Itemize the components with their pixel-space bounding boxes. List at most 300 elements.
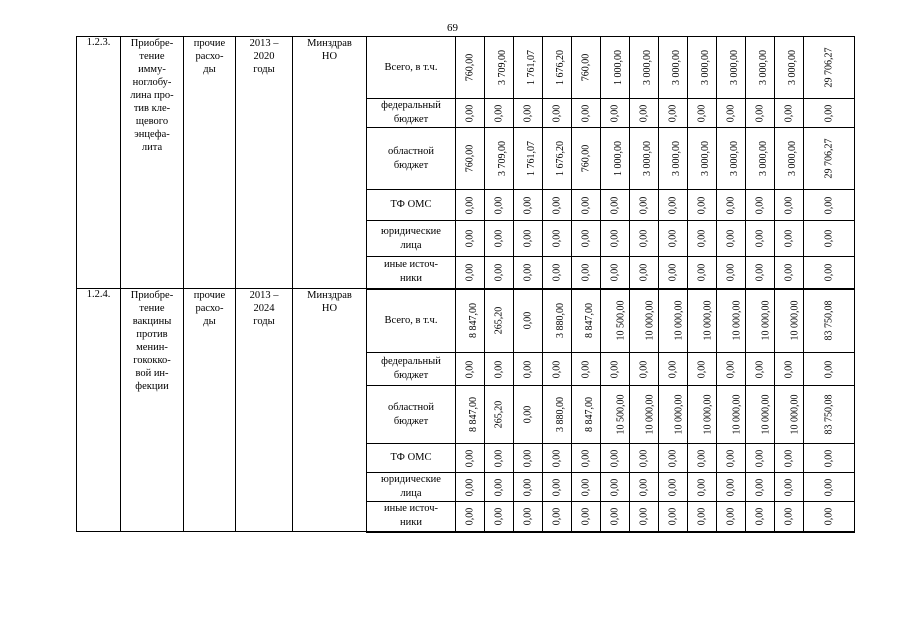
amount-value: 3 000,00	[787, 141, 798, 176]
amount-cell	[543, 257, 572, 289]
amount-cell	[514, 444, 543, 473]
funding-source-federal-budget: федеральный бюджет	[367, 99, 456, 128]
amount-value: 0,00	[493, 229, 505, 248]
amount-value: 760,00	[580, 53, 592, 82]
amount-value: 0,00	[580, 263, 592, 281]
amount-value: 0,00	[823, 360, 835, 378]
amount-value: 0,00	[522, 478, 534, 496]
amount-value: 0,00	[725, 507, 737, 525]
amount-value: 0,00	[783, 263, 795, 281]
amount-value: 0,00	[725, 263, 737, 281]
amount-value: 0,00	[725, 478, 737, 496]
amount-cell	[514, 473, 543, 502]
amount-cell	[601, 289, 630, 353]
amount-value: 0,00	[493, 196, 505, 214]
amount-cell	[572, 190, 601, 221]
amount-value: 10 000,00	[673, 394, 685, 435]
amount-value: 3 000,00	[671, 50, 682, 85]
amount-cell	[659, 289, 688, 353]
amount-value: 0,00	[493, 360, 505, 378]
amount-cell	[746, 444, 775, 473]
amount-value: 10 000,00	[789, 394, 801, 435]
amount-cell	[543, 444, 572, 473]
amount-value: 0,00	[725, 360, 737, 378]
amount-value: 0,00	[522, 312, 534, 330]
amount-value: 0,00	[493, 449, 505, 467]
amount-value: 0,00	[522, 507, 534, 525]
amount-cell	[543, 190, 572, 221]
amount-value: 0,00	[464, 360, 476, 378]
amount-value: 10 000,00	[673, 300, 685, 341]
amount-value: 3 000,00	[642, 50, 653, 85]
amount-value: 1 761,07	[526, 141, 537, 176]
amount-value: 0,00	[823, 507, 835, 525]
amount-value: 0,00	[522, 104, 534, 122]
amount-cell	[746, 99, 775, 128]
amount-value: 0,00	[783, 196, 795, 214]
amount-value: 10 500,00	[615, 300, 627, 341]
funding-source-legal-entities: юридические лица	[367, 473, 456, 502]
amount-cell	[746, 37, 775, 99]
amount-cell	[717, 257, 746, 289]
amount-cell	[775, 99, 804, 128]
amount-cell	[630, 353, 659, 386]
funding-source-legal-entities: юридические лица	[367, 221, 456, 257]
amount-cell	[717, 128, 746, 190]
amount-cell	[514, 353, 543, 386]
amount-cell	[485, 257, 514, 289]
amount-cell	[514, 221, 543, 257]
amount-value: 0,00	[725, 104, 737, 122]
amount-cell	[456, 444, 485, 473]
amount-cell	[601, 221, 630, 257]
amount-cell	[543, 289, 572, 353]
amount-cell	[485, 289, 514, 353]
amount-cell	[688, 289, 717, 353]
amount-cell	[746, 257, 775, 289]
amount-cell	[601, 128, 630, 190]
amount-value: 0,00	[580, 229, 592, 248]
amount-cell	[775, 353, 804, 386]
amount-value: 0,00	[754, 360, 766, 378]
amount-value: 3 000,00	[700, 141, 711, 176]
amount-value: 0,00	[522, 405, 534, 424]
amount-cell	[456, 353, 485, 386]
table-row	[77, 289, 855, 353]
amount-value: 0,00	[609, 263, 621, 281]
amount-cell	[688, 221, 717, 257]
amount-value: 0,00	[609, 478, 621, 496]
table-row	[77, 37, 855, 99]
amount-cell	[543, 37, 572, 99]
amount-cell	[688, 386, 717, 444]
amount-value: 1 676,20	[555, 141, 566, 176]
amount-cell	[775, 37, 804, 99]
amount-cell	[717, 353, 746, 386]
amount-cell	[456, 221, 485, 257]
total-cell	[804, 289, 855, 353]
amount-cell	[717, 289, 746, 353]
amount-cell	[514, 37, 543, 99]
amount-cell	[456, 190, 485, 221]
amount-cell	[572, 37, 601, 99]
funding-source-tf-oms: ТФ ОМС	[367, 444, 456, 473]
amount-value: 0,00	[667, 360, 679, 378]
amount-value: 265,20	[493, 400, 505, 429]
amount-cell	[775, 221, 804, 257]
amount-cell	[746, 289, 775, 353]
amount-value: 0,00	[638, 360, 650, 378]
amount-cell	[456, 386, 485, 444]
amount-value: 3 000,00	[729, 141, 740, 176]
amount-value: 0,00	[754, 263, 766, 281]
amount-cell	[572, 353, 601, 386]
amount-value: 10 000,00	[789, 300, 801, 341]
amount-cell	[775, 502, 804, 532]
amount-cell	[601, 99, 630, 128]
total-cell	[804, 502, 855, 532]
amount-value: 0,00	[493, 263, 505, 281]
amount-value: 0,00	[725, 449, 737, 467]
amount-value: 0,00	[638, 478, 650, 496]
amount-value: 0,00	[725, 196, 737, 214]
amount-value: 10 000,00	[644, 394, 656, 435]
amount-cell	[630, 444, 659, 473]
amount-cell	[601, 353, 630, 386]
amount-cell	[659, 190, 688, 221]
expense-kind: прочие расхо- ды	[184, 37, 236, 289]
amount-cell	[688, 257, 717, 289]
amount-value: 1 000,00	[613, 50, 624, 85]
amount-cell	[543, 99, 572, 128]
amount-cell	[630, 473, 659, 502]
amount-cell	[746, 502, 775, 532]
amount-cell	[775, 190, 804, 221]
amount-cell	[688, 473, 717, 502]
amount-value: 10 500,00	[615, 394, 627, 435]
funding-source-tf-oms: ТФ ОМС	[367, 190, 456, 221]
amount-value: 0,00	[551, 360, 563, 378]
amount-value: 0,00	[667, 507, 679, 525]
amount-value: 0,00	[783, 478, 795, 496]
amount-cell	[717, 99, 746, 128]
amount-cell	[688, 128, 717, 190]
measure-code: 1.2.3.	[77, 37, 121, 289]
amount-cell	[659, 257, 688, 289]
amount-value: 0,00	[580, 360, 592, 378]
amount-cell	[775, 289, 804, 353]
amount-cell	[485, 37, 514, 99]
amount-value: 3 709,00	[497, 141, 508, 176]
amount-value: 10 000,00	[760, 300, 772, 341]
amount-value: 0,00	[464, 478, 476, 496]
amount-cell	[688, 190, 717, 221]
amount-value: 0,00	[638, 507, 650, 525]
amount-value: 29 706,27	[823, 138, 835, 179]
amount-value: 0,00	[667, 478, 679, 496]
amount-value: 0,00	[823, 196, 835, 214]
amount-value: 0,00	[464, 507, 476, 525]
amount-value: 0,00	[638, 263, 650, 281]
amount-value: 0,00	[667, 263, 679, 281]
amount-cell	[746, 128, 775, 190]
amount-value: 265,20	[493, 307, 505, 335]
amount-value: 10 000,00	[702, 394, 714, 435]
amount-cell	[659, 99, 688, 128]
amount-cell	[630, 502, 659, 532]
amount-value: 0,00	[580, 196, 592, 214]
expense-kind: прочие расхо- ды	[184, 289, 236, 532]
amount-value: 0,00	[696, 196, 708, 214]
amount-value: 0,00	[667, 104, 679, 122]
amount-value: 3 000,00	[642, 141, 653, 176]
amount-cell	[485, 502, 514, 532]
amount-value: 3 000,00	[758, 50, 769, 85]
amount-value: 3 000,00	[787, 50, 798, 85]
amount-value: 1 761,07	[526, 50, 537, 85]
amount-cell	[485, 386, 514, 444]
amount-value: 0,00	[580, 507, 592, 525]
amount-value: 0,00	[609, 507, 621, 525]
amount-cell	[746, 221, 775, 257]
amount-cell	[514, 289, 543, 353]
amount-cell	[659, 37, 688, 99]
amount-value: 0,00	[493, 104, 505, 122]
amount-cell	[630, 37, 659, 99]
amount-cell	[572, 289, 601, 353]
total-cell	[804, 37, 855, 99]
total-cell	[804, 221, 855, 257]
funding-source-other-sources: иные источ- ники	[367, 257, 456, 289]
amount-value: 0,00	[464, 229, 476, 248]
amount-cell	[485, 221, 514, 257]
total-cell	[804, 257, 855, 289]
amount-value: 8 847,00	[584, 303, 595, 339]
amount-value: 0,00	[696, 507, 708, 525]
amount-value: 0,00	[609, 360, 621, 378]
amount-cell	[717, 386, 746, 444]
amount-cell	[514, 99, 543, 128]
amount-value: 0,00	[754, 507, 766, 525]
amount-cell	[572, 221, 601, 257]
amount-value: 0,00	[609, 449, 621, 467]
amount-cell	[717, 502, 746, 532]
amount-value: 0,00	[522, 229, 534, 248]
amount-cell	[543, 353, 572, 386]
amount-cell	[543, 473, 572, 502]
amount-value: 29 706,27	[823, 47, 835, 88]
amount-value: 0,00	[522, 263, 534, 281]
amount-cell	[775, 128, 804, 190]
amount-value: 0,00	[783, 360, 795, 378]
amount-cell	[456, 473, 485, 502]
budget-table	[76, 36, 855, 533]
amount-value: 3 000,00	[758, 141, 769, 176]
funding-source-regional-budget: областной бюджет	[367, 386, 456, 444]
total-cell	[804, 353, 855, 386]
amount-value: 0,00	[696, 478, 708, 496]
amount-cell	[659, 353, 688, 386]
amount-value: 760,00	[464, 144, 476, 173]
amount-value: 0,00	[696, 360, 708, 378]
amount-value: 0,00	[551, 229, 563, 248]
amount-value: 0,00	[823, 449, 835, 467]
amount-value: 0,00	[638, 229, 650, 248]
amount-value: 0,00	[609, 229, 621, 248]
amount-cell	[485, 444, 514, 473]
amount-value: 83 750,08	[823, 300, 835, 341]
amount-value: 3 000,00	[729, 50, 740, 85]
total-cell	[804, 99, 855, 128]
amount-value: 0,00	[638, 104, 650, 122]
funding-source-other-sources: иные источ- ники	[367, 502, 456, 532]
amount-value: 0,00	[667, 229, 679, 248]
executor: Минздрав НО	[293, 37, 367, 289]
amount-cell	[688, 444, 717, 473]
amount-value: 0,00	[580, 478, 592, 496]
amount-cell	[456, 37, 485, 99]
amount-value: 3 709,00	[497, 50, 508, 85]
amount-value: 0,00	[551, 478, 563, 496]
amount-cell	[485, 473, 514, 502]
amount-cell	[630, 386, 659, 444]
amount-cell	[543, 128, 572, 190]
amount-cell	[543, 221, 572, 257]
amount-cell	[485, 190, 514, 221]
implementation-period: 2013 – 2024 годы	[236, 289, 293, 532]
amount-cell	[572, 473, 601, 502]
funding-source-total: Всего, в т.ч.	[367, 289, 456, 353]
amount-cell	[717, 444, 746, 473]
amount-value: 0,00	[551, 104, 563, 122]
amount-value: 8 847,00	[468, 397, 479, 432]
amount-value: 0,00	[551, 449, 563, 467]
amount-cell	[630, 221, 659, 257]
amount-value: 0,00	[522, 360, 534, 378]
page-number: 69	[447, 22, 458, 34]
amount-value: 8 847,00	[468, 303, 479, 339]
amount-cell	[717, 221, 746, 257]
amount-value: 0,00	[551, 263, 563, 281]
measure-code: 1.2.4.	[77, 289, 121, 532]
amount-value: 0,00	[638, 196, 650, 214]
total-cell	[804, 386, 855, 444]
amount-value: 0,00	[609, 104, 621, 122]
amount-cell	[659, 386, 688, 444]
amount-cell	[775, 257, 804, 289]
amount-value: 0,00	[696, 104, 708, 122]
amount-value: 0,00	[493, 478, 505, 496]
total-cell	[804, 473, 855, 502]
amount-cell	[572, 257, 601, 289]
amount-cell	[688, 502, 717, 532]
amount-value: 83 750,08	[823, 394, 835, 435]
amount-cell	[659, 502, 688, 532]
amount-cell	[572, 386, 601, 444]
amount-cell	[775, 473, 804, 502]
amount-value: 0,00	[823, 263, 835, 281]
amount-value: 8 847,00	[584, 397, 595, 432]
amount-value: 760,00	[464, 53, 476, 82]
amount-cell	[659, 221, 688, 257]
amount-cell	[456, 289, 485, 353]
amount-value: 0,00	[464, 196, 476, 214]
amount-cell	[485, 128, 514, 190]
amount-cell	[601, 37, 630, 99]
amount-value: 0,00	[823, 478, 835, 496]
amount-cell	[775, 444, 804, 473]
amount-cell	[717, 473, 746, 502]
total-cell	[804, 190, 855, 221]
amount-value: 0,00	[823, 104, 835, 122]
amount-cell	[514, 190, 543, 221]
amount-value: 3 880,00	[555, 303, 566, 339]
amount-cell	[746, 386, 775, 444]
funding-source-total: Всего, в т.ч.	[367, 37, 456, 99]
amount-value: 3 000,00	[700, 50, 711, 85]
amount-value: 0,00	[464, 104, 476, 122]
amount-value: 0,00	[667, 449, 679, 467]
amount-value: 0,00	[783, 449, 795, 467]
amount-cell	[514, 386, 543, 444]
amount-value: 0,00	[696, 449, 708, 467]
amount-value: 10 000,00	[702, 300, 714, 341]
amount-value: 0,00	[609, 196, 621, 214]
amount-cell	[543, 386, 572, 444]
amount-value: 0,00	[493, 507, 505, 525]
amount-value: 0,00	[754, 196, 766, 214]
amount-cell	[688, 99, 717, 128]
amount-cell	[746, 190, 775, 221]
amount-cell	[456, 257, 485, 289]
amount-cell	[659, 444, 688, 473]
amount-cell	[572, 128, 601, 190]
amount-value: 0,00	[783, 229, 795, 248]
amount-value: 10 000,00	[731, 394, 743, 435]
amount-cell	[456, 502, 485, 532]
funding-source-regional-budget: областной бюджет	[367, 128, 456, 190]
amount-value: 0,00	[754, 229, 766, 248]
amount-value: 760,00	[580, 144, 592, 173]
amount-value: 0,00	[580, 104, 592, 122]
amount-cell	[485, 99, 514, 128]
amount-value: 0,00	[522, 449, 534, 467]
amount-value: 0,00	[580, 449, 592, 467]
amount-cell	[543, 502, 572, 532]
amount-cell	[717, 37, 746, 99]
amount-value: 0,00	[464, 263, 476, 281]
amount-cell	[630, 289, 659, 353]
amount-value: 0,00	[551, 507, 563, 525]
amount-cell	[572, 99, 601, 128]
amount-cell	[630, 257, 659, 289]
amount-value: 0,00	[754, 449, 766, 467]
amount-value: 0,00	[725, 229, 737, 248]
amount-value: 0,00	[754, 478, 766, 496]
amount-cell	[601, 473, 630, 502]
amount-cell	[717, 190, 746, 221]
amount-cell	[746, 353, 775, 386]
amount-cell	[630, 99, 659, 128]
amount-value: 0,00	[823, 229, 835, 248]
amount-cell	[456, 99, 485, 128]
amount-cell	[601, 444, 630, 473]
amount-value: 0,00	[522, 196, 534, 214]
total-cell	[804, 128, 855, 190]
amount-value: 0,00	[783, 104, 795, 122]
funding-source-federal-budget: федеральный бюджет	[367, 353, 456, 386]
amount-cell	[514, 128, 543, 190]
